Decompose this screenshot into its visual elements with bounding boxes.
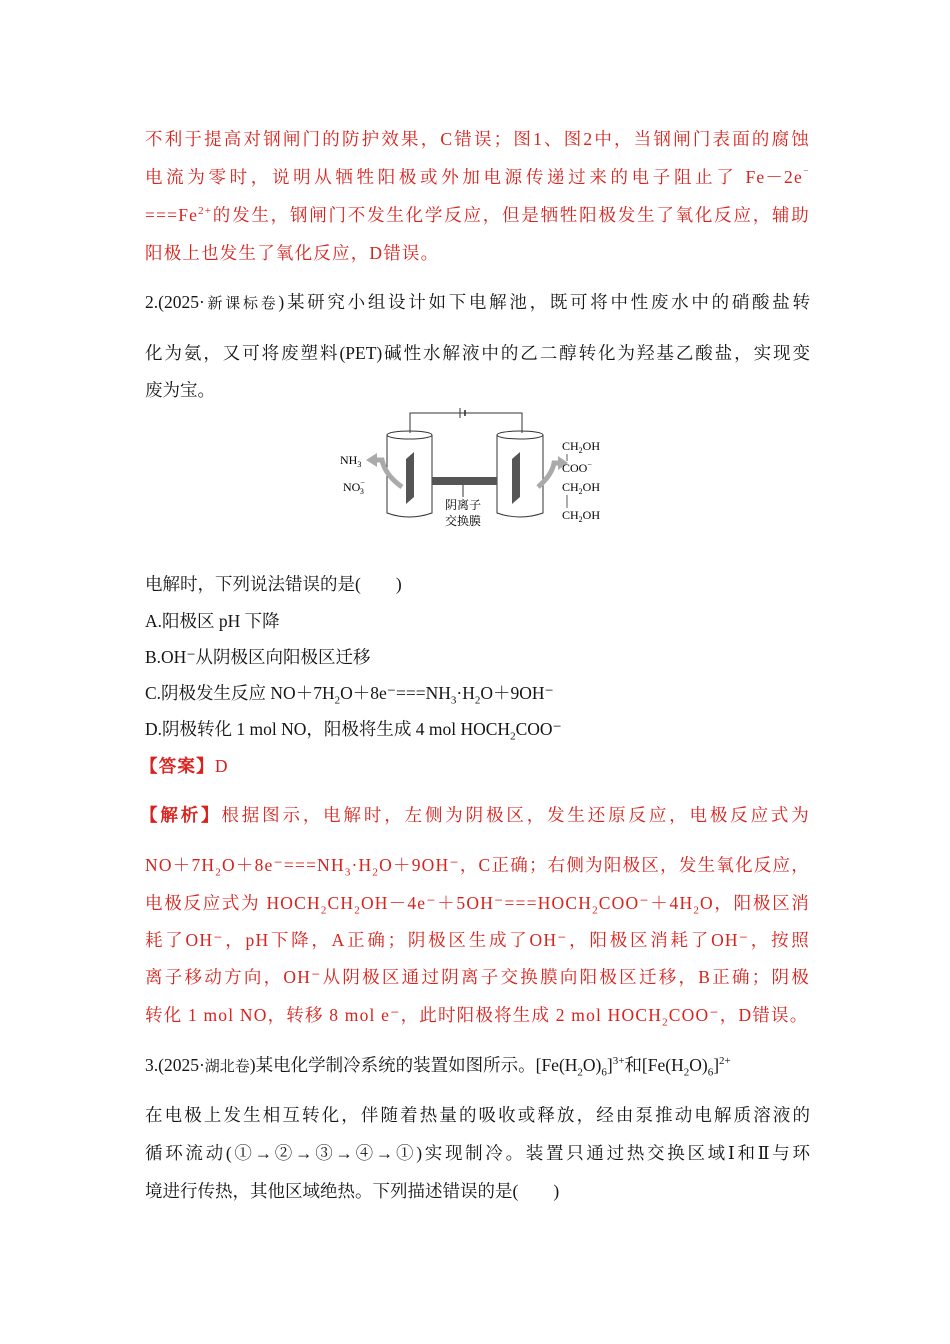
subscript: 2 (592, 904, 599, 917)
text: 阳极上也发生了氧化反应，D错误。 (145, 243, 440, 263)
text: NO＋7H (145, 855, 216, 875)
formula-coo: COO− (562, 460, 592, 475)
text: ] (606, 1055, 613, 1075)
text: O＋9OH⁻ (480, 683, 554, 703)
question-source: 湖北卷 (204, 1059, 250, 1075)
superscript: ⁻ (802, 167, 810, 180)
subscript: 2 (372, 866, 380, 879)
text: D.阴极转化 1 mol NO，阳极将生成 4 mol HOCH (145, 719, 511, 739)
subscript: 6 (601, 1066, 607, 1079)
text: ===Fe (145, 205, 199, 225)
analysis-line-6 (145, 1002, 810, 1027)
explanation-line-3 (145, 202, 810, 227)
text: 废为宝。 (145, 380, 215, 400)
left-arrow-head (366, 453, 377, 467)
text: O) (582, 1055, 602, 1075)
formula-ch2oh-mid: $CH_2OH$ (562, 480, 601, 496)
text: 根据图示，电解时，左侧为阴极区，发生还原反应，电极反应式为 (221, 805, 810, 825)
subscript: 2 (510, 730, 516, 743)
text: 电极反应式为 HOCH (145, 893, 321, 913)
analysis-line-1 (140, 802, 810, 827)
text: ·H (351, 855, 373, 875)
text: 化为氨，又可将废塑料(PET)碱性水解液中的乙二醇转化为羟基乙酸盐，实现变 (145, 343, 810, 363)
explanation-line-2 (145, 164, 810, 189)
text: )某电化学制冷系统的装置如图所示。[Fe(H (249, 1055, 578, 1075)
subscript: 2 (693, 904, 701, 917)
left-product-arrow (375, 460, 402, 487)
subscript: 6 (707, 1066, 714, 1079)
answer (140, 753, 805, 778)
explanation-line-1 (145, 126, 810, 151)
text: O＋9OH⁻，C正确；右侧为阳极区，发生氧化反应， (379, 855, 810, 875)
subscript: 2 (334, 694, 341, 707)
superscript: 3+ (612, 1055, 625, 1068)
question-number: 2.(2025· (145, 292, 205, 312)
q2-line-3 (145, 377, 810, 402)
question-source: 新课标卷 (204, 296, 279, 312)
text: ·H (456, 683, 475, 703)
cathode-electrode (406, 452, 414, 504)
subscript: 2 (320, 904, 328, 917)
text: C.阴极发生反应 NO＋7H (145, 683, 335, 703)
nh3-label: $NH_3$ (340, 453, 362, 469)
anode-electrode (512, 452, 520, 504)
analysis-line-2 (145, 852, 810, 877)
text: O＋8e⁻===NH (340, 683, 451, 703)
text: COO⁻ (515, 719, 562, 739)
answer-value: D (214, 756, 229, 776)
right-beaker-rim (497, 431, 543, 439)
text: 循环流动(①→②→③→④→①)实现制冷。装置只通过热交换区域Ⅰ和Ⅱ与环 (145, 1143, 810, 1163)
analysis-line-4 (145, 927, 810, 952)
subscript: 2 (354, 904, 361, 917)
text: CH (327, 893, 355, 913)
subscript: 2 (577, 1066, 583, 1079)
text: 电流为零时，说明从牺牲阳极或外加电源传递过来的电子阻止了 Fe－2e (145, 167, 803, 187)
text: 的发生，钢闸门不发生化学反应，但是牺牲阳极发生了氧化反应，辅助 (212, 205, 810, 225)
q3-line-4 (145, 1178, 810, 1203)
question-number: 3.(2025· (145, 1055, 205, 1075)
option-b (145, 644, 810, 669)
right-product-arrow (538, 463, 560, 487)
text: O) (689, 1055, 708, 1075)
no3-label: NO− 3 (343, 478, 365, 496)
option-d (145, 716, 810, 741)
text: OH－4e⁻＋5OH⁻===HOCH (360, 893, 593, 913)
subscript: 3 (450, 694, 457, 707)
q3-line-3 (145, 1140, 810, 1165)
text: 境进行传热，其他区域绝热。下列描述错误的是( ) (145, 1181, 560, 1201)
text: B.OH⁻从阴极区向阳极区迁移 (145, 647, 371, 667)
q2-line-2 (145, 340, 810, 365)
text: ] (713, 1055, 720, 1075)
answer-label: 【答案】 (140, 756, 215, 776)
formula-ch2oh-top: $CH_2OH$ (562, 439, 601, 455)
superscript: 2+ (719, 1055, 731, 1068)
subscript: 2 (683, 1066, 690, 1079)
membrane-label-1: 阴离子 (445, 498, 482, 512)
subscript: 3 (344, 866, 352, 879)
explanation-line-4 (145, 240, 810, 265)
q3-line-1 (145, 1052, 810, 1077)
analysis-line-3 (145, 890, 810, 915)
subscript: 2 (474, 694, 481, 707)
text: 转化 1 mol NO，转移 8 mol e⁻，此时阳极将生成 2 mol HOCH (145, 1005, 663, 1025)
analysis-line-5 (145, 964, 810, 989)
circuit-wire (410, 413, 522, 433)
subscript: 2 (215, 866, 222, 879)
membrane-label-2: 交换膜 (445, 514, 482, 528)
q2-stem (145, 571, 810, 596)
text: 在电极上发生相互转化，伴随着热量的吸收或释放，经由泵推动电解质溶液的 (145, 1105, 810, 1125)
text: 电解时，下列说法错误的是( ) (145, 574, 402, 594)
text: O＋8e⁻===NH (221, 855, 345, 875)
option-c (145, 680, 810, 705)
text: COO⁻＋4H (598, 893, 694, 913)
text: 离子移动方向，OH⁻从阴极区通过阴离子交换膜向阳极区迁移，B正确；阴极 (145, 967, 810, 987)
q2-line-1 (145, 289, 810, 314)
superscript: 2+ (198, 205, 213, 218)
text: 不利于提高对钢闸门的防护效果，C错误；图1、图2中，当钢闸门表面的腐蚀 (145, 129, 810, 149)
text: COO⁻，D错误。 (668, 1005, 809, 1025)
text: O，阳极区消 (700, 893, 810, 913)
membrane-tube (432, 477, 497, 485)
text: 耗了OH⁻，pH下降，A正确；阴极区生成了OH⁻，阳极区消耗了OH⁻，按照 (145, 930, 810, 950)
text: )某研究小组设计如下电解池，既可将中性废水中的硝酸盐转 (278, 292, 810, 312)
text: 和[Fe(H (624, 1055, 684, 1075)
subscript: 2 (662, 1016, 669, 1029)
option-a (145, 608, 810, 633)
formula-ch2oh-bottom: $CH_2OH$ (562, 508, 601, 524)
text: A.阳极区 pH 下降 (145, 611, 280, 631)
q3-line-2 (145, 1102, 810, 1127)
analysis-label: 【解析】 (140, 805, 222, 825)
electrolysis-cell-diagram (340, 405, 620, 535)
